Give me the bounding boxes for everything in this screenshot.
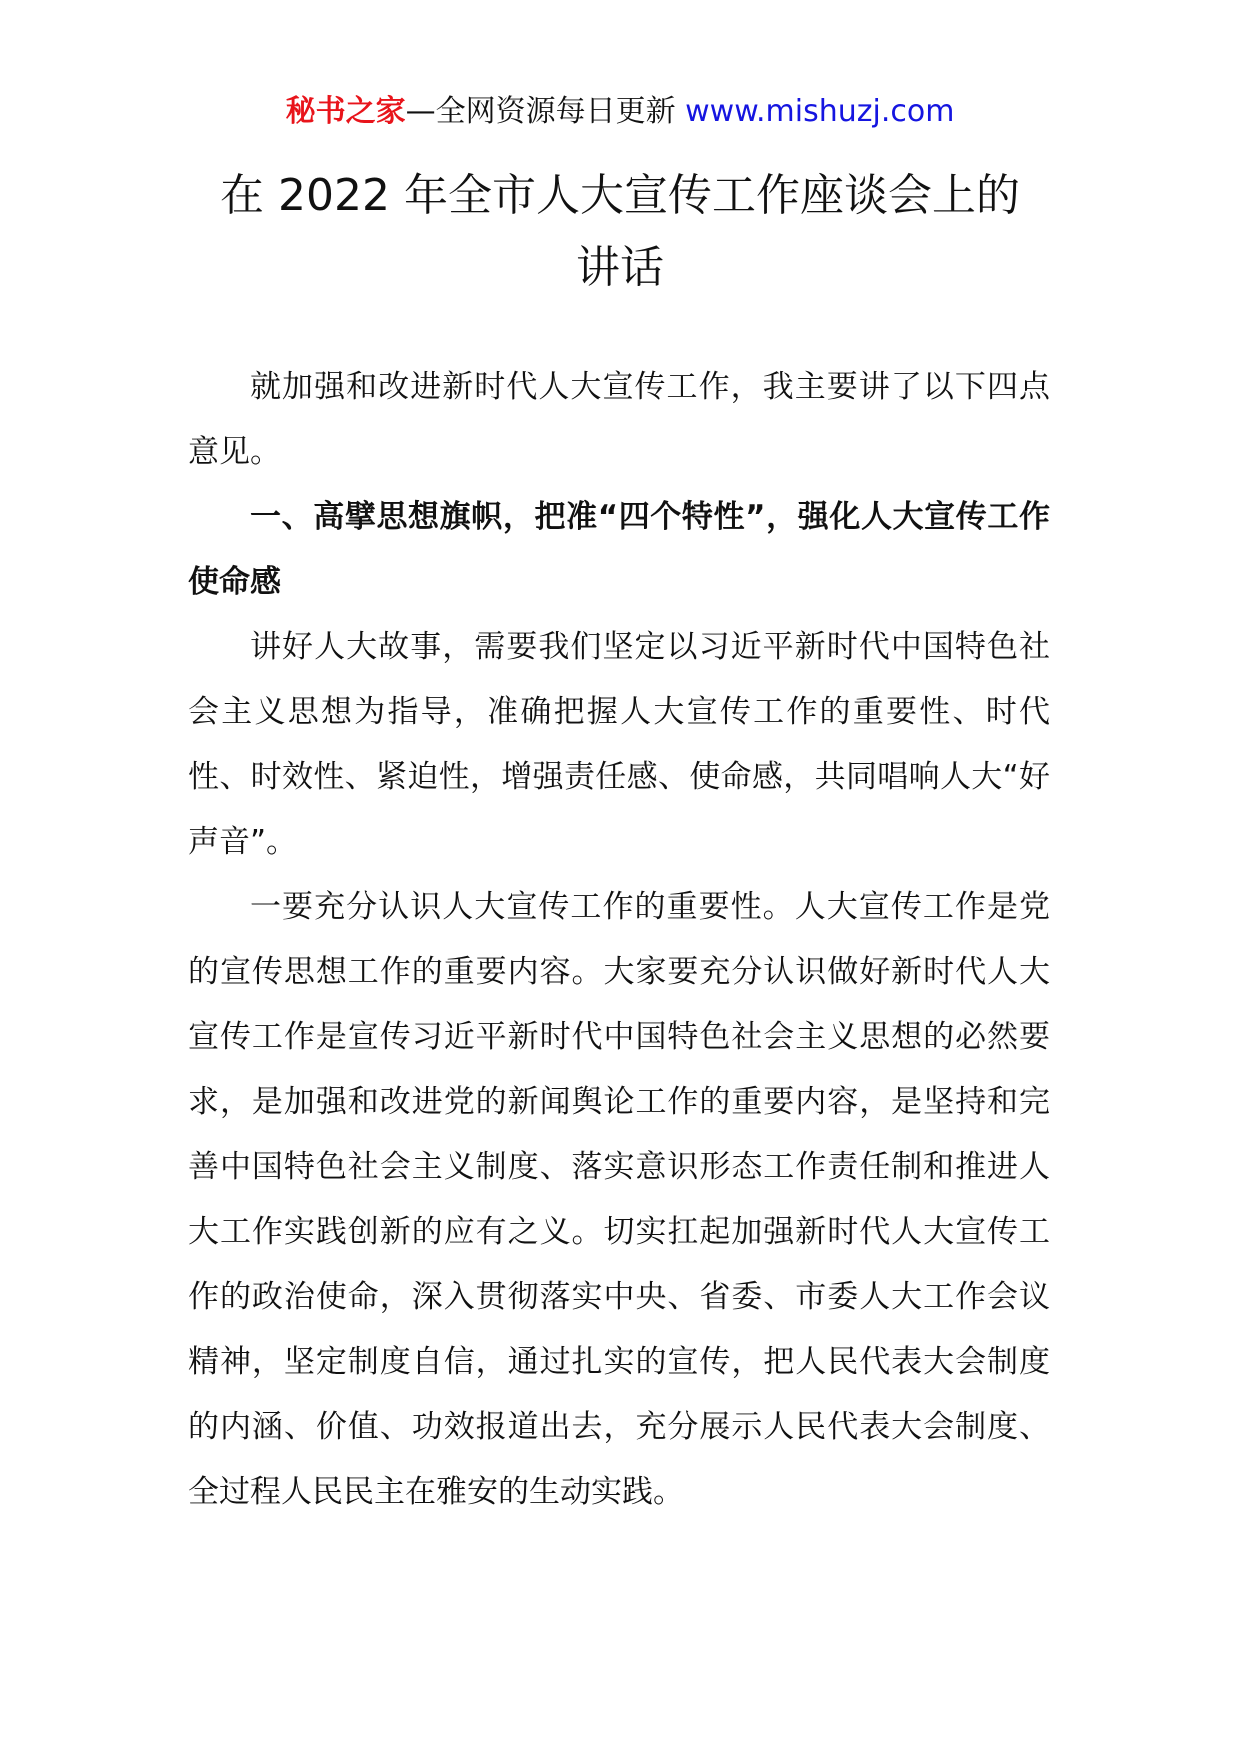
header-tagline: —全网资源每日更新 [405,94,676,129]
site-url-link[interactable]: www.mishuzj.com [685,94,955,129]
body-paragraph: 讲好人大故事，需要我们坚定以习近平新时代中国特色社会主义思想为指导，准确把握人大宣传工作的重要性、时代性、时效性、紧迫性，增强责任感、使命感，共同唱响人大“好声音”。 [188,629,1050,860]
title-line-2: 讲话 [576,242,664,293]
brand-name: 秘书之家 [285,94,406,129]
title-line-1: 在 2022 年全市人大宣传工作座谈会上的 [220,170,1020,221]
body-paragraph: 一要充分认识人大宣传工作的重要性。人大宣传工作是党的宣传思想工作的重要内容。大家要充分认识做好新时代人大宣传工作是宣传习近平新时代中国特色社会主义思想的必然要求，是加强和改进党的新闻舆论工作的重要内容，是坚持和完善中国特色社会主义制度、落实意识形态工作责任制和推进人大工作实践创新的应有之义。切实扛起加强新时代人大宣传工作的政治使命，深入贯彻落实中央、省委、市委人大工作会议精神，坚定制度自信，通过扎实的宣传，把人民代表大会制度的内涵、价值、功效报道出去，充分展示人民代表大会制度、全过程人民民主在雅安的生动实践。 [188,889,1050,1510]
section-heading-1: 一、高擘思想旗帜，把准“四个特性”，强化人大宣传工作使命感 [188,499,1050,600]
intro-paragraph: 就加强和改进新时代人大宣传工作，我主要讲了以下四点意见。 [188,369,1050,470]
document-body [188,355,1050,1525]
document-title [150,160,1090,304]
site-header [0,92,1240,132]
